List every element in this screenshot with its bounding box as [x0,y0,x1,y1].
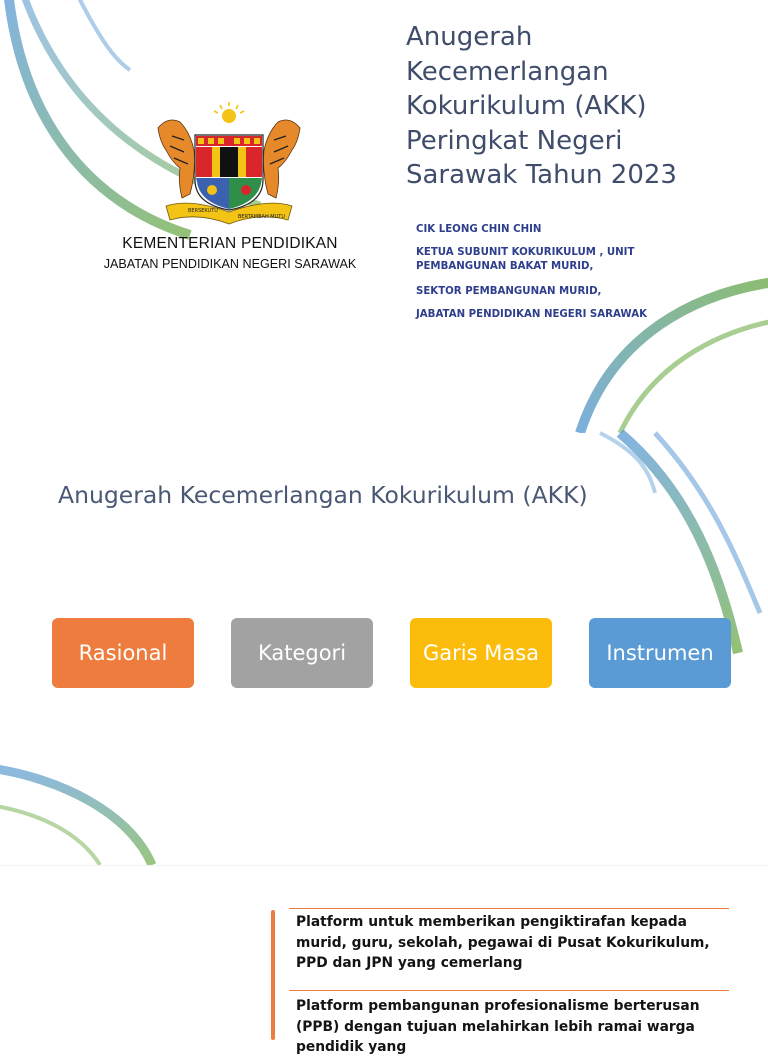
tile-instrumen[interactable]: Instrumen [589,618,731,688]
crest-motto-right: BERTAMBAH MUTU [238,214,285,220]
presentation-title [406,20,746,193]
section-title: Anugerah Kecemerlangan Kokurikulum (AKK) [58,481,588,509]
presenter-role-line: KETUA SUBUNIT KOKURIKULUM , UNIT [416,247,635,258]
ministry-name: KEMENTERIAN PENDIDIKAN [122,235,338,252]
title-line: Kecemerlangan [406,56,609,87]
crest-motto-left: BERSEKUTU [188,208,218,214]
slide-1 [0,0,768,433]
presenter-role-line: PEMBANGUNAN BAKAT MURID, [416,261,594,272]
title-line: Peringkat Negeri [406,125,623,156]
accent-bar [271,910,275,1040]
department-name: JABATAN PENDIDIKAN NEGERI SARAWAK [103,257,357,271]
divider [289,908,729,909]
divider [289,990,729,991]
paragraph-platform-recognition: Platform untuk memberikan pengiktirafan kepada murid, guru, sekolah, pegawai di Pusat Kokurikulum, PPD dan JPN yang cemerlang [296,914,710,971]
presenter-department: JABATAN PENDIDIKAN NEGERI SARAWAK [416,309,647,320]
presenter-role [416,246,756,274]
slide-2 [0,433,768,865]
tile-kategori[interactable]: Kategori [231,618,373,688]
slide-3 [0,865,768,1055]
paragraph-platform-ppb: Platform pembangunan profesionalisme berterusan (PPB) dengan tujuan melahirkan lebih ramai warga pendidik yang [296,998,700,1055]
presenter-sector: SEKTOR PEMBANGUNAN MURID, [416,286,602,297]
title-line: Kokurikulum (AKK) [406,91,647,121]
tile-rasional[interactable]: Rasional [52,618,194,688]
coat-of-arms-icon [150,102,308,228]
tile-garis-masa[interactable]: Garis Masa [410,618,552,688]
presenter-name: CIK LEONG CHIN CHIN [416,224,542,235]
title-line: Anugerah [406,22,533,52]
title-line: Sarawak Tahun 2023 [406,160,677,190]
